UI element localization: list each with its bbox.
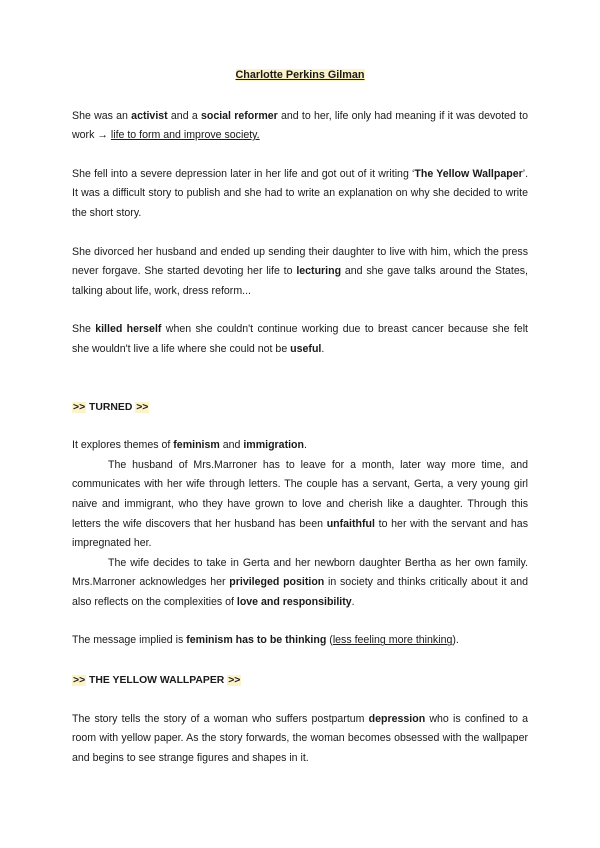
text-run: and [219, 439, 244, 452]
section-heading-yellow-wallpaper [72, 671, 528, 691]
text-run: She fell into a severe depression later in her life and got out of it writing ‘ [72, 167, 415, 180]
paragraph-turned-plot [72, 456, 528, 554]
text-run: to her with the servant and has impregnated her. [72, 517, 528, 550]
text-run: It explores themes of [72, 439, 174, 452]
text-run: ’. It was a difficult story to publish and she had to write an explanation on why she decided to write the short story. [72, 167, 529, 219]
bold-useful: useful [290, 342, 322, 355]
arrow-marker: >> [228, 675, 241, 687]
paragraph-message [72, 631, 528, 651]
paragraph-death [72, 320, 528, 359]
bold-social-reformer: social reformer [200, 109, 278, 122]
text-run: when she couldn't continue working due to breast cancer because she felt she wouldn't live a life where she could not be [72, 323, 528, 355]
paragraph-turned-resolution [72, 554, 528, 613]
bold-unfaithful: unfaithful [326, 517, 375, 530]
bold-killed-herself: killed herself [95, 323, 162, 336]
text-run: ). [452, 634, 459, 647]
text-run: and a [167, 109, 201, 122]
arrow-marker: >> [73, 675, 86, 687]
text-run: who is confined to a room with yellow paper. As the story forwards, the woman becomes obsessed with the wallpaper and begins to see strange figures and shapes in it. [72, 712, 528, 764]
document-page [72, 66, 528, 768]
bold-yellow-wallpaper: The Yellow Wallpaper [414, 167, 523, 180]
bold-lecturing: lecturing [296, 265, 342, 278]
paragraph-activist [72, 107, 528, 146]
section-label: TURNED [86, 401, 136, 413]
text-run: in society and thinks critically about it and also reflects on the complexities of [72, 576, 528, 608]
text-run: . [321, 342, 325, 355]
text-run: She [72, 323, 96, 336]
text-run: The husband of Mrs.Marroner has to leave for a month, later way more time, and communicates with her wife through letters. The couple has a servant, Gerta, a very young girl naive and immigrant, who they have grown to love and cherish like a daughter. Through this letters the wife discovers that her husband has been [72, 458, 528, 530]
text-run: ( [326, 634, 333, 647]
bold-love-responsibility: love and responsibility [236, 595, 352, 608]
paragraph-divorce [72, 243, 528, 302]
paragraph-turned-intro [72, 436, 528, 456]
text-run: The story tells the story of a woman who suffers postpartum [72, 712, 369, 725]
text-run: . [351, 595, 355, 608]
text-run: and she gave talks around the States, talking about life, work, dress reform... [72, 265, 528, 297]
bold-privileged-position: privileged position [229, 576, 325, 589]
text-run: The message implied is [72, 634, 187, 647]
underlined-phrase: less feeling more thinking [332, 634, 453, 647]
section-label: THE YELLOW WALLPAPER [86, 675, 228, 687]
text-run: She divorced her husband and ended up sending their daughter to live with him, which the press never forgave. She started devoting her life to [72, 245, 528, 278]
bold-immigration: immigration [243, 439, 304, 452]
section-heading-turned [72, 398, 528, 418]
arrow-marker: >> [136, 401, 149, 413]
text-run: and to her, life only had meaning if it was devoted to work → [72, 109, 528, 142]
text-run: The wife decides to take in Gerta and her newborn daughter Bertha as her own family. Mrs.Marroner acknowledges her [72, 556, 528, 589]
underlined-phrase: life to form and improve society. [110, 129, 260, 142]
bold-message: feminism has to be thinking [186, 634, 327, 647]
paragraph-depression [72, 165, 528, 224]
paragraph-yellow-wallpaper [72, 710, 528, 769]
bold-depression: depression [368, 712, 426, 725]
text-run: She was an [72, 109, 132, 122]
text-run: . [303, 439, 307, 452]
title-text: Charlotte Perkins Gilman [235, 69, 365, 81]
bold-activist: activist [131, 109, 168, 122]
bold-feminism: feminism [173, 439, 220, 452]
arrow-marker: >> [73, 401, 86, 413]
page-title [72, 66, 528, 86]
